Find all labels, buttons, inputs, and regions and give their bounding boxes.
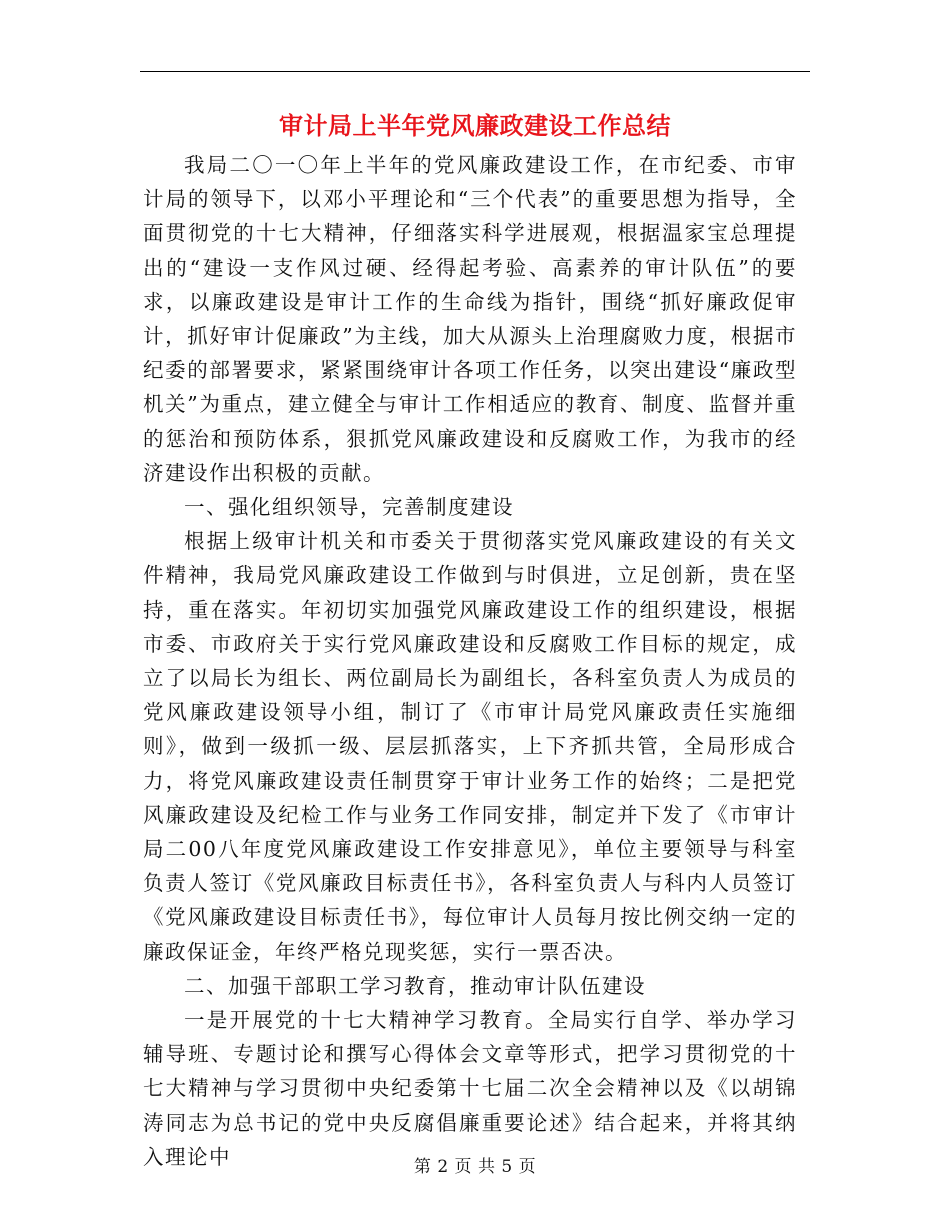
page-number-footer: 第 2 页 共 5 页 <box>413 1157 537 1177</box>
header-rule <box>140 71 810 72</box>
document-body <box>143 148 797 1174</box>
intro-paragraph: 我局二〇一〇年上半年的党风廉政建设工作，在市纪委、市审计局的领导下，以邓小平理论和“三个代表”的重要思想为指导，全面贯彻党的十七大精神，仔细落实科学进展观，根据温家宝总理提出的“建设一支作风过硬、经得起考验、高素养的审计队伍”的要求，以廉政建设是审计工作的生命线为指针，围绕“抓好廉政促审计，抓好审计促廉政”为主线，加大从源头上治理腐败力度，根据市纪委的部署要求，紧紧围绕审计各项工作任务，以突出建设“廉政型机关”为重点，建立健全与审计工作相适应的教育、制度、监督并重的惩治和预防体系，狠抓党风廉政建设和反腐败工作，为我市的经济建设作出积极的贡献。 <box>143 153 797 485</box>
section-2-paragraph: 一是开展党的十七大精神学习教育。全局实行自学、举办学习辅导班、专题讨论和撰写心得体会文章等形式，把学习贯彻党的十七大精神与学习贯彻中央纪委第十七届二次全会精神以及《以胡锦涛同志为总书记的党中央反腐倡廉重要论述》结合起来，并将其纳入理论中 <box>143 1008 797 1169</box>
section-heading-1: 一、强化组织领导，完善制度建设 <box>184 495 514 520</box>
section-heading-2: 二、加强干部职工学习教育，推动审计队伍建设 <box>184 973 646 998</box>
document-title: 审计局上半年党风廉政建设工作总结 <box>279 111 671 140</box>
section-1-paragraph: 根据上级审计机关和市委关于贯彻落实党风廉政建设的有关文件精神，我局党风廉政建设工作做到与时俱进，立足创新，贵在坚持，重在落实。年初切实加强党风廉政建设工作的组织建设，根据市委、市政府关于实行党风廉政建设和反腐败工作目标的规定，成立了以局长为组长、两位副局长为副组长，各科室负责人为成员的党风廉政建设领导小组，制订了《市审计局党风廉政责任实施细则》，做到一级抓一级、层层抓落实，上下齐抓共管，全局形成合力，将党风廉政建设责任制贯穿于审计业务工作的始终；二是把党风廉政建设及纪检工作与业务工作同安排，制定并下发了《市审计局二00八年度党风廉政建设工作安排意见》，单位主要领导与科室负责人签订《党风廉政目标责任书》，各科室负责人与科内人员签订《党风廉政建设目标责任书》，每位审计人员每月按比例交纳一定的廉政保证金，年终严格兑现奖惩，实行一票否决。 <box>143 529 797 964</box>
